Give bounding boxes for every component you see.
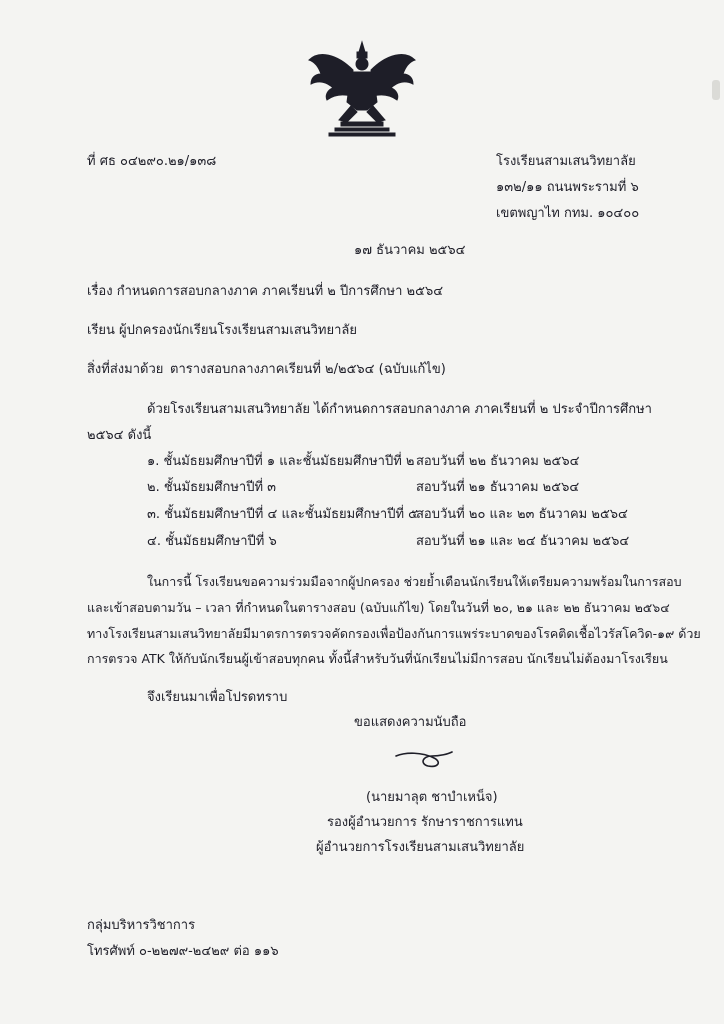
schedule-date: สอบวันที่ ๒๑ ธันวาคม ๒๕๖๔ xyxy=(416,480,580,495)
schedule-date: สอบวันที่ ๒๐ และ ๒๓ ธันวาคม ๒๕๖๔ xyxy=(416,507,628,522)
school-name: โรงเรียนสามเสนวิทยาลัย xyxy=(496,154,636,169)
signer-name: (นายมาลุต ชาบำเหน็จ) xyxy=(366,790,498,805)
intro-line-2: ๒๕๖๔ ดังนี้ xyxy=(87,428,152,443)
body-paragraph-line: ในการนี้ โรงเรียนขอความร่วมมือจากผู้ปกครอง ช่วยย้ำเตือนนักเรียนให้เตรียมความพร้อมในการสอบ xyxy=(147,574,682,589)
signer-position-1: รองผู้อำนวยการ รักษาราชการแทน xyxy=(327,815,523,830)
signer-position-2: ผู้อำนวยการโรงเรียนสามเสนวิทยาลัย xyxy=(316,840,525,855)
schedule-level: ๒. ชั้นมัธยมศึกษาปีที่ ๓ xyxy=(147,480,277,495)
footer-phone: โทรศัพท์ ๐-๒๒๗๙-๒๔๒๙ ต่อ ๑๑๖ xyxy=(87,944,279,959)
schedule-date: สอบวันที่ ๒๑ และ ๒๔ ธันวาคม ๒๕๖๔ xyxy=(416,534,630,549)
body-paragraph-line: และเข้าสอบตามวัน – เวลา ที่กำหนดในตารางสอบ (ฉบับแก้ไข) โดยในวันที่ ๒๐, ๒๑ และ ๒๒ ธันวาคม ๒๕๖๔ xyxy=(87,600,670,615)
recipient-line: เรียน ผู้ปกครองนักเรียนโรงเรียนสามเสนวิทยาลัย xyxy=(87,323,358,338)
subject-line: เรื่อง กำหนดการสอบกลางภาค ภาคเรียนที่ ๒ ปีการศึกษา ๒๕๖๔ xyxy=(87,284,444,299)
body-paragraph-line: ทางโรงเรียนสามเสนวิทยาลัยมีมาตรการตรวจคัดกรองเพื่อป้องกันการแพร่ระบาดของโรคติดเชื้อไวรัสโควิด-๑๙ ด้วย xyxy=(87,626,701,641)
intro-line-1: ด้วยโรงเรียนสามเสนวิทยาลัย ได้กำหนดการสอบกลางภาค ภาคเรียนที่ ๒ ประจำปีการศึกษา xyxy=(147,402,652,417)
address-line-2: เขตพญาไท กทม. ๑๐๔๐๐ xyxy=(496,206,640,221)
enclosure-label: สิ่งที่ส่งมาด้วย xyxy=(87,362,164,377)
closing-request: จึงเรียนมาเพื่อโปรดทราบ xyxy=(147,690,288,705)
handwritten-signature xyxy=(392,748,456,772)
footer-department: กลุ่มบริหารวิชาการ xyxy=(87,918,196,933)
schedule-date: สอบวันที่ ๒๒ ธันวาคม ๒๕๖๔ xyxy=(416,454,580,469)
garuda-emblem xyxy=(301,40,423,138)
reference-number: ที่ ศธ ๐๔๒๙๐.๒๑/๑๓๘ xyxy=(87,154,217,169)
address-line-1: ๑๓๒/๑๑ ถนนพระรามที่ ๖ xyxy=(496,180,639,195)
body-paragraph-line: การตรวจ ATK ให้กับนักเรียนผู้เข้าสอบทุกคน ทั้งนี้สำหรับวันที่นักเรียนไม่มีการสอบ นักเรียนไม่ต้องมาโรงเรียน xyxy=(87,651,668,666)
letter-date: ๑๗ ธันวาคม ๒๕๖๔ xyxy=(354,243,466,258)
schedule-level: ๓. ชั้นมัธยมศึกษาปีที่ ๔ และชั้นมัธยมศึกษาปีที่ ๕ xyxy=(147,507,418,522)
salutation: ขอแสดงความนับถือ xyxy=(354,715,467,730)
schedule-level: ๑. ชั้นมัธยมศึกษาปีที่ ๑ และชั้นมัธยมศึกษาปีที่ ๒ xyxy=(147,454,415,469)
scan-mark xyxy=(712,80,720,100)
schedule-level: ๔. ชั้นมัธยมศึกษาปีที่ ๖ xyxy=(147,534,277,549)
enclosure-text: ตารางสอบกลางภาคเรียนที่ ๒/๒๕๖๔ (ฉบับแก้ไข) xyxy=(170,362,446,377)
